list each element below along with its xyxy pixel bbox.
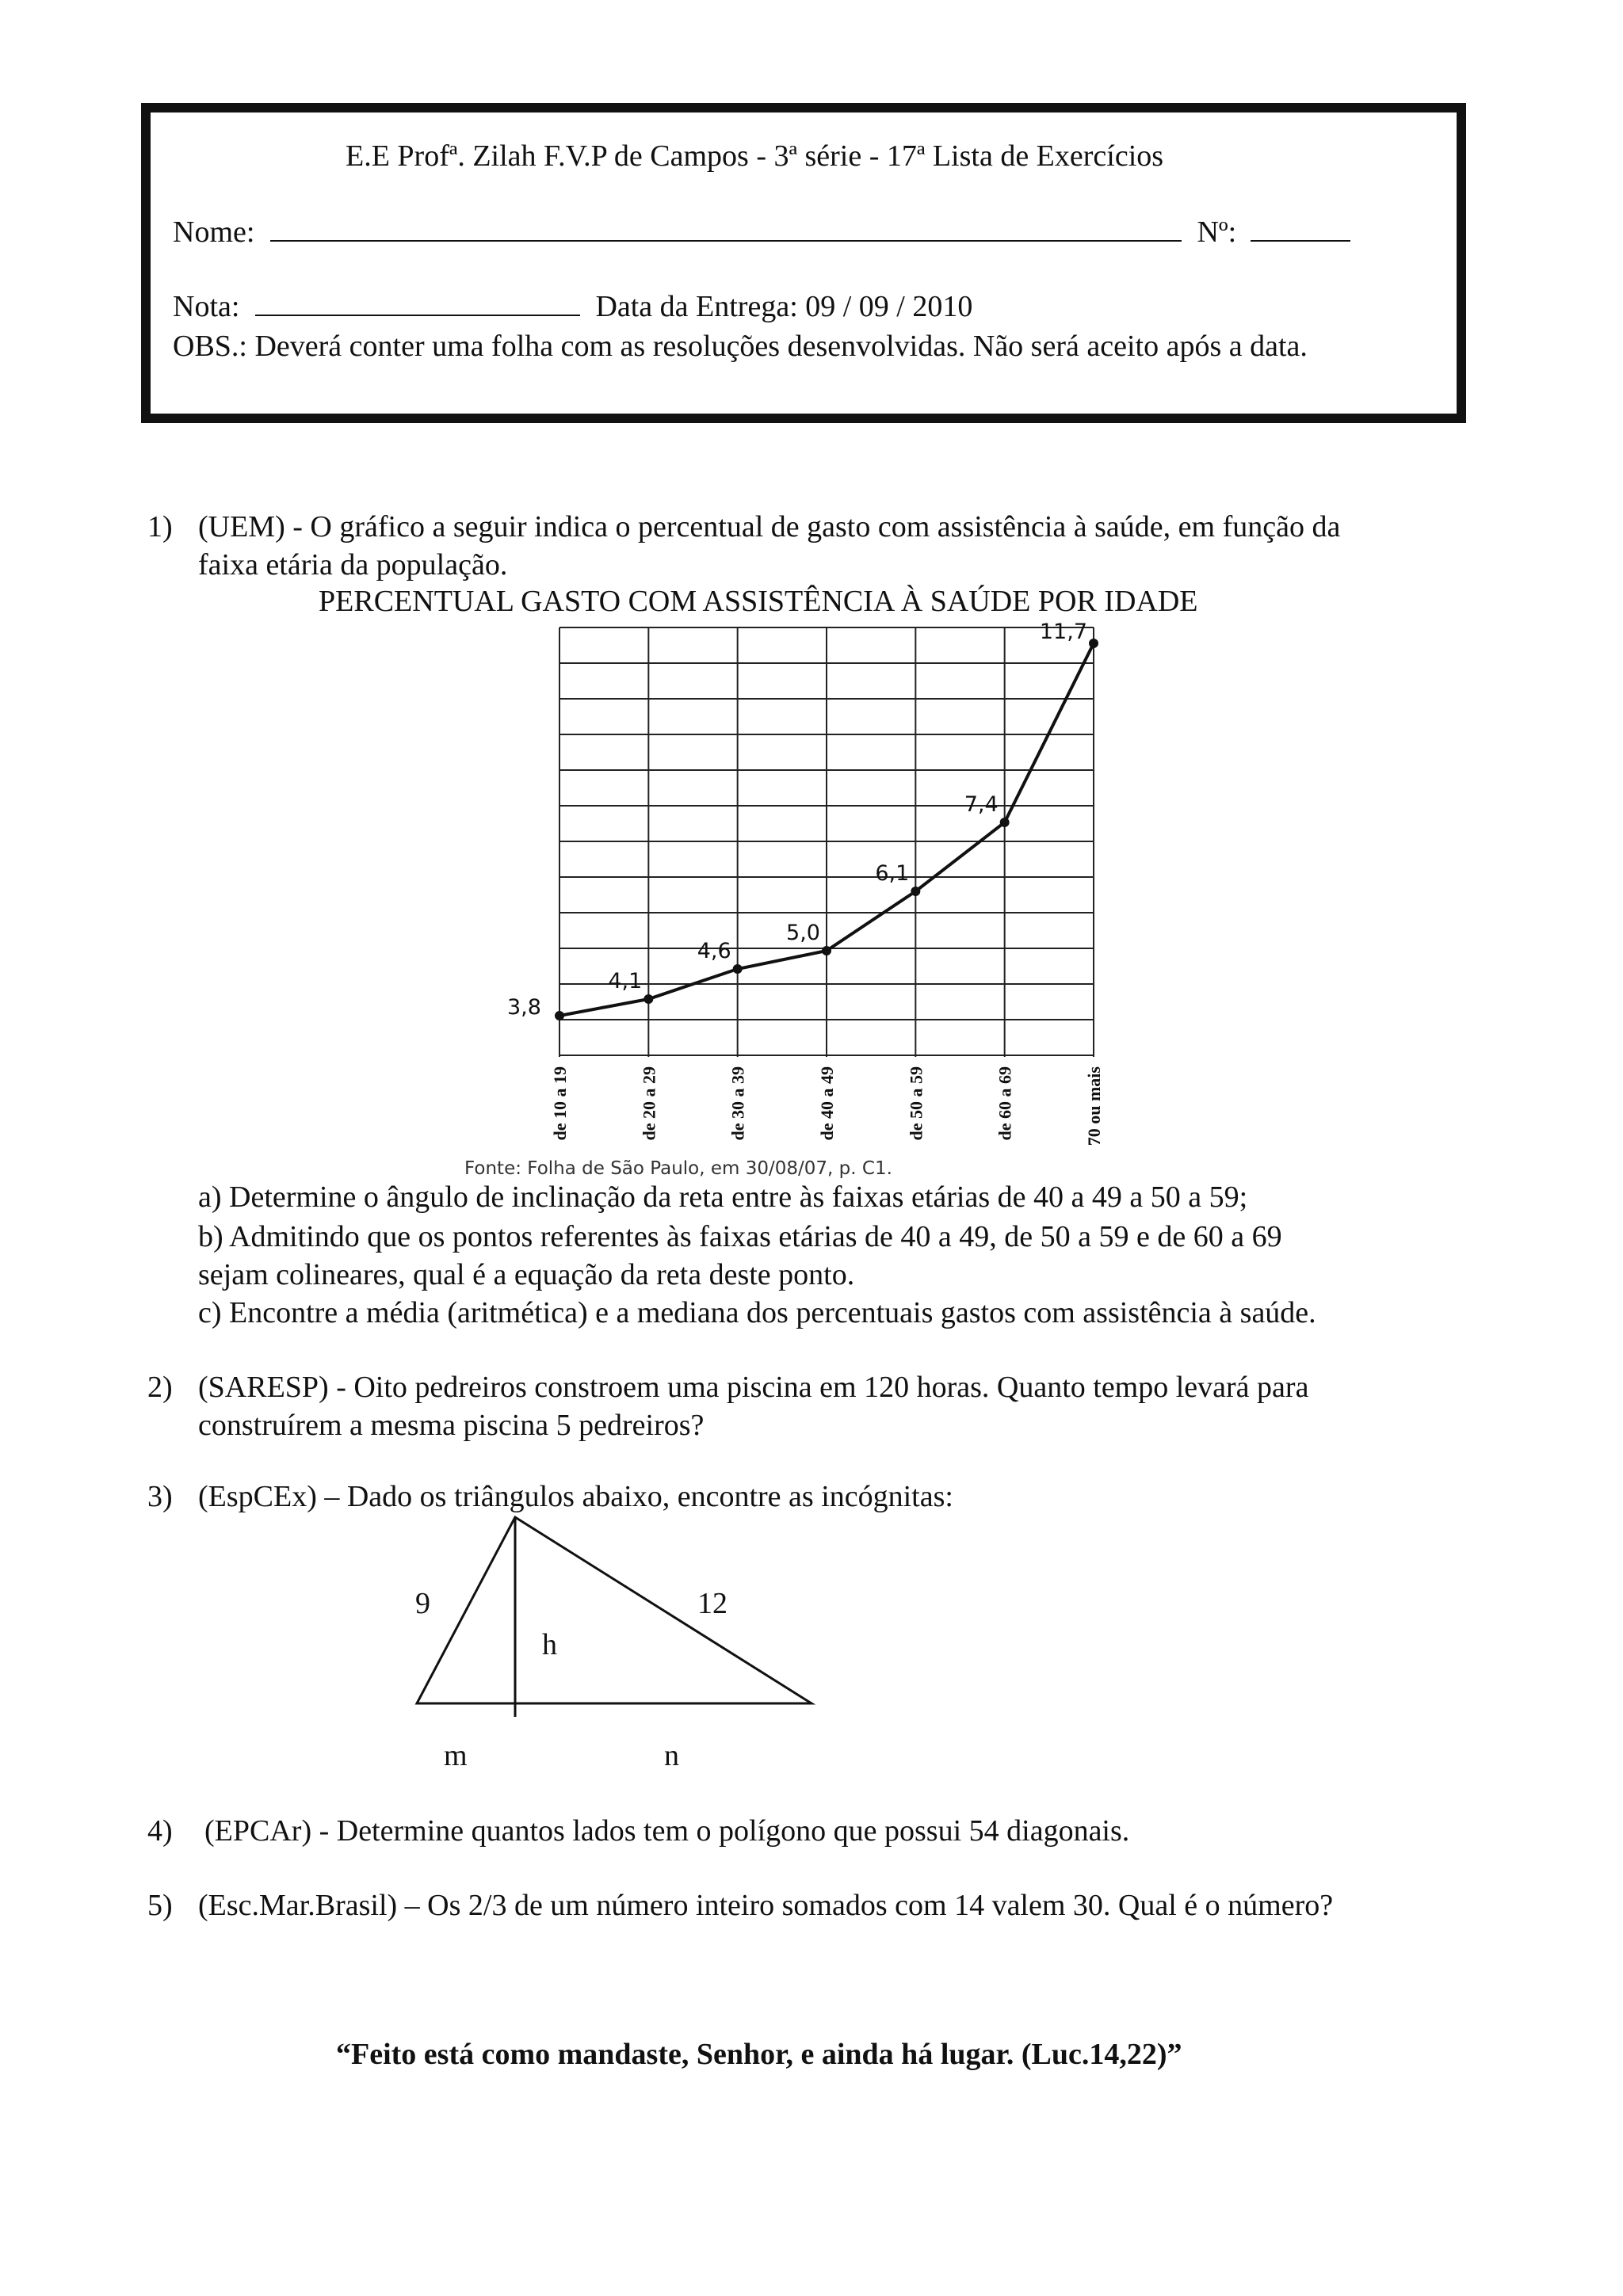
name-row xyxy=(173,212,1350,252)
footer-quote: “Feito está como mandaste, Senhor, e ainda há lugar. (Luc.14,22)” xyxy=(336,2038,1182,2071)
q1-item-b-line1: b) Admitindo que os pontos referentes às faixas etárias de 40 a 49, de 50 a 59 e de 60 a 69 xyxy=(198,1220,1282,1253)
q4-number: 4) xyxy=(147,1814,173,1848)
q1-item-c: c) Encontre a média (aritmética) e a mediana dos percentuais gastos com assistência à saúde. xyxy=(198,1296,1316,1329)
data-point xyxy=(911,887,920,896)
q2-text-line1: (SARESP) - Oito pedreiros constroem uma piscina em 120 horas. Quanto tempo levará para xyxy=(198,1371,1309,1404)
chart-tick-labels xyxy=(550,1066,1104,1146)
tick-label: de 30 a 39 xyxy=(727,1066,748,1141)
chart-title: PERCENTUAL GASTO COM ASSISTÊNCIA À SAÚDE POR IDADE xyxy=(319,585,1198,618)
q5-number: 5) xyxy=(147,1889,173,1922)
data-point xyxy=(555,1011,564,1020)
line-chart xyxy=(444,618,1125,1188)
data-label: 11,7 xyxy=(1039,620,1087,644)
q4-text: (EPCAr) - Determine quantos lados tem o polígono que possui 54 diagonais. xyxy=(204,1814,1130,1848)
number-label: Nº: xyxy=(1197,215,1237,249)
q2-text-line2: construírem a mesma piscina 5 pedreiros? xyxy=(198,1409,705,1442)
delivery-date: Data da Entrega: 09 / 09 / 2010 xyxy=(595,290,973,323)
data-point xyxy=(733,964,743,974)
data-label: 7,4 xyxy=(964,792,999,817)
q1-number: 1) xyxy=(147,510,173,543)
data-point xyxy=(1000,818,1010,827)
chart-source: Fonte: Folha de São Paulo, em 30/08/07, p. C1. xyxy=(464,1158,892,1179)
data-label: 5,0 xyxy=(786,921,820,945)
triangle-outline xyxy=(417,1517,812,1703)
data-label: 4,1 xyxy=(608,969,643,994)
grade-field[interactable] xyxy=(255,288,580,316)
data-point xyxy=(643,994,653,1004)
q1-item-a: a) Determine o ângulo de inclinação da reta entre às faixas etárias de 40 a 49 a 50 a 59; xyxy=(198,1180,1248,1214)
number-field[interactable] xyxy=(1251,213,1350,242)
data-point xyxy=(1089,639,1098,648)
q1-text-line1: (UEM) - O gráfico a seguir indica o percentual de gasto com assistência à saúde, em função da xyxy=(198,510,1341,543)
tick-label: de 10 a 19 xyxy=(550,1066,570,1141)
segment-label-n: n xyxy=(664,1739,679,1772)
tick-label: de 50 a 59 xyxy=(906,1066,926,1141)
tick-label: 70 ou mais xyxy=(1084,1066,1104,1146)
q5-text: (Esc.Mar.Brasil) – Os 2/3 de um número inteiro somados com 14 valem 30. Qual é o número? xyxy=(198,1889,1334,1922)
q2-number: 2) xyxy=(147,1371,173,1404)
tick-label: de 60 a 69 xyxy=(995,1066,1015,1141)
tick-label: de 40 a 49 xyxy=(817,1066,837,1141)
data-label: 3,8 xyxy=(507,995,541,1020)
height-label-h: h xyxy=(542,1628,557,1661)
grade-label: Nota: xyxy=(173,290,240,323)
triangle-diagram xyxy=(412,1509,824,1723)
side-label-12: 12 xyxy=(697,1587,727,1620)
chart-data-labels xyxy=(507,620,1087,1020)
q1-item-b-line2: sejam colineares, qual é a equação da reta deste ponto. xyxy=(198,1258,855,1291)
q1-text-line2: faixa etária da população. xyxy=(198,548,508,582)
q3-number: 3) xyxy=(147,1480,173,1513)
name-label: Nome: xyxy=(173,215,255,249)
segment-label-m: m xyxy=(444,1739,468,1772)
grade-row xyxy=(173,287,972,326)
name-field[interactable] xyxy=(270,213,1182,242)
data-point xyxy=(822,946,831,955)
header-obs: OBS.: Deverá conter uma folha com as resoluções desenvolvidas. Não será aceito após a data. xyxy=(173,330,1308,363)
header-title: E.E Profª. Zilah F.V.P de Campos - 3ª série - 17ª Lista de Exercícios xyxy=(346,139,1164,173)
q3-text: (EspCEx) – Dado os triângulos abaixo, encontre as incógnitas: xyxy=(198,1480,953,1513)
data-label: 6,1 xyxy=(875,861,910,886)
side-label-9: 9 xyxy=(415,1587,430,1620)
data-label: 4,6 xyxy=(697,939,731,963)
tick-label: de 20 a 29 xyxy=(639,1066,659,1141)
